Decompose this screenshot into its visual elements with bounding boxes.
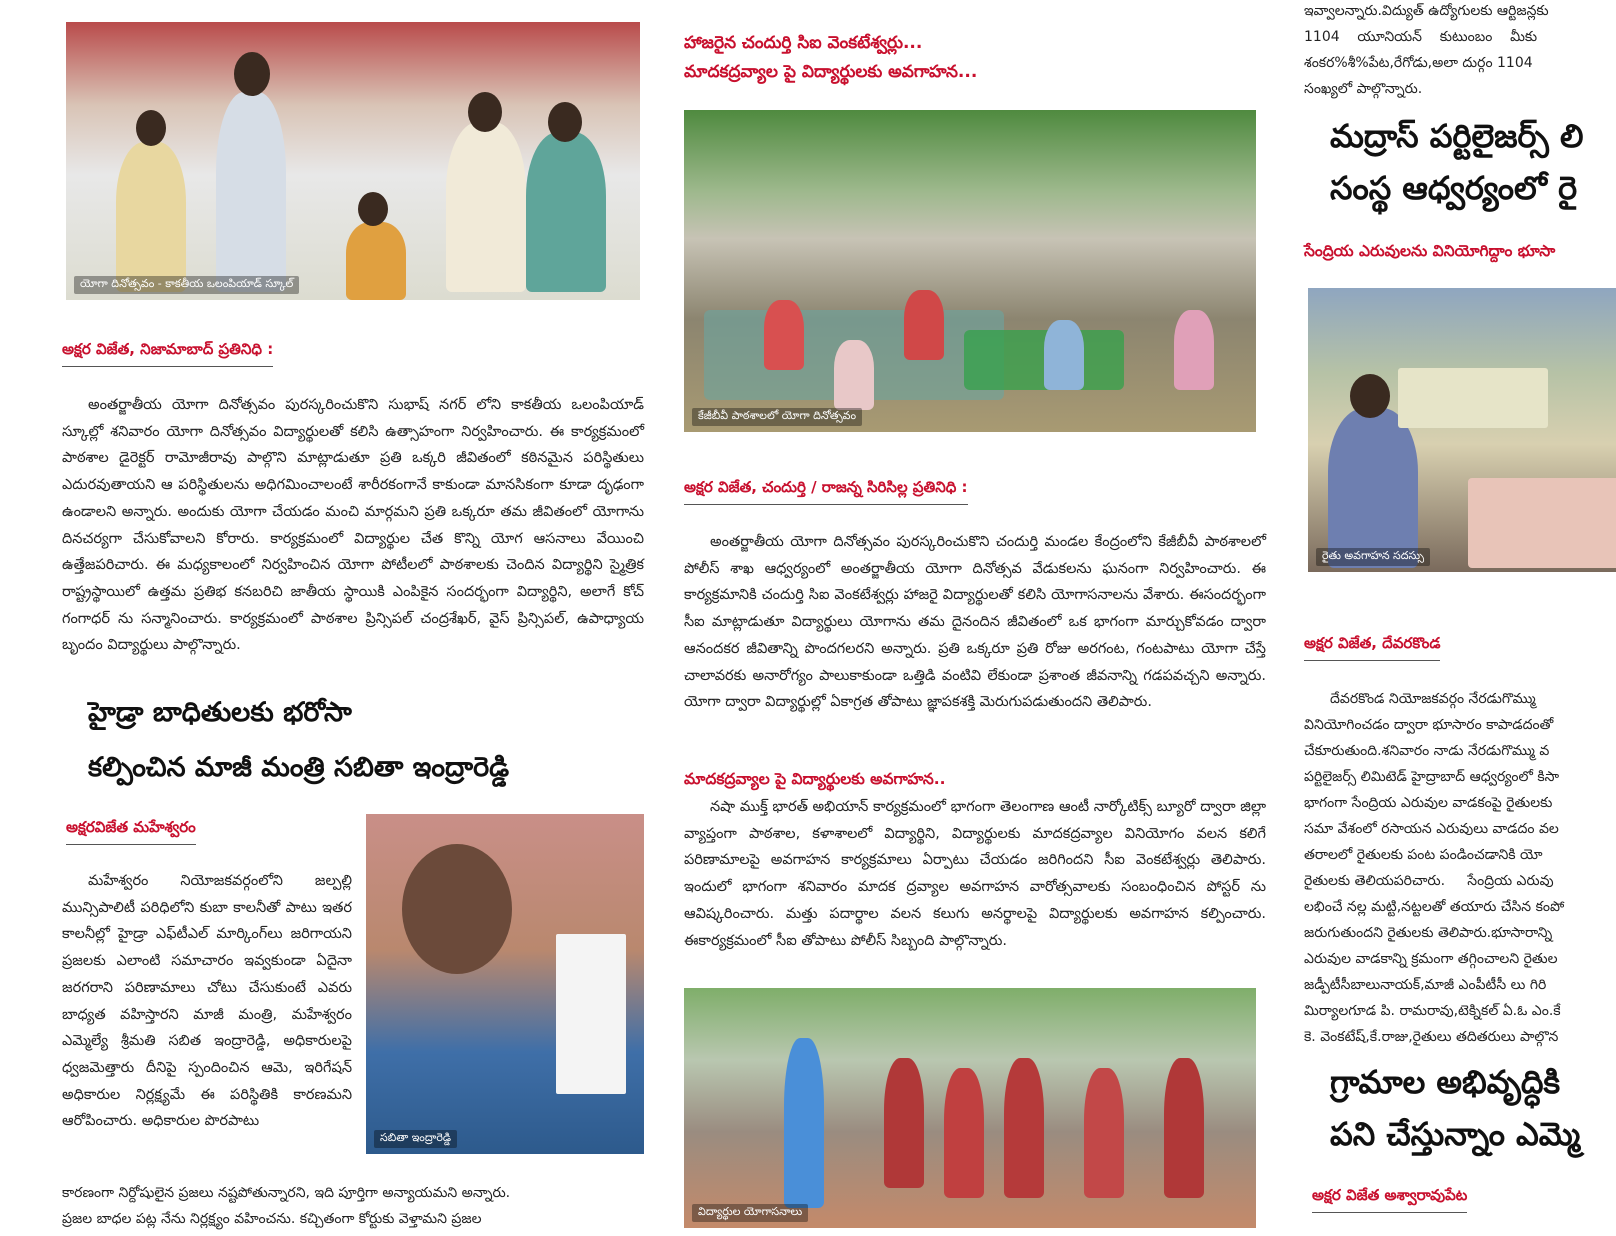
article-line: దేవరకొండ నియోజకవర్గం నేరడుగొమ్ము [1330, 691, 1536, 707]
kgbv-yoga-photo [684, 110, 1256, 432]
article-line: ఎరువుల వాడకాన్ని క్రమంగా తగ్గించాలని రైతుల [1304, 951, 1558, 967]
left-column [0, 0, 650, 1236]
students-yoga-photo [684, 988, 1256, 1228]
kicker-ci-attended: హాజరైన చందుర్తి సిఐ వెంకటేశ్వర్లు... [684, 33, 923, 53]
article-hydra-wide-line: కారణంగా నిర్దోషులైన ప్రజలు నష్టపోతున్నారని, ఇది పూర్తిగా అన్యాయమని అన్నారు. [62, 1185, 511, 1201]
byline-chandurthi: అక్షర విజేత, చందుర్తి / రాజన్న సిరిసిల్ల ప్రతినిధి : [684, 478, 968, 505]
headline-village-development-line1: గ్రామాల అభివృద్ధికి [1330, 1063, 1561, 1101]
article-body: నషా ముక్త్ భారత్ అభియాన్ కార్యక్రమంలో భాగంగా తెలంగాణ ఆంటీ నార్కోటిక్స్ బ్యూరో ద్వారా జిల్లా వ్యాప్తంగా పాఠశాల, కళాశాలలో విద్యార్థిని, విద్యార్థులకు మాదకద్రవ్యాల వినియోగం వలన కలిగే పరిణామాలపై అవగాహన కార్యక్రమాలు ఏర్పాటు చేయడం జరిగిందని సీఐ వెంకటేశ్వర్లు తెలిపారు. ఇందులో భాగంగా శనివారం మాదక ద్రవ్యాల అవగాహన వారోత్సవాలకు సంబంధించిన పోస్టర్ ను ఆవిష్కరించారు. మత్తు పదార్థాల వలన కలుగు అనర్థాలపై విద్యార్థులకు అవగాహన కల్పించారు. ఈకార్యక్రమంలో సీఐ తోపాటు పోలీస్ సిబ్బంది పాల్గొన్నారు. [684, 799, 1266, 949]
byline-devarakonda: అక్షర విజేత, దేవరకొండ [1304, 634, 1440, 661]
article-hydra-narrow [62, 868, 352, 1135]
photo-caption: కేజీబీవీ పాఠశాలలో యోగా దినోత్సవం [692, 408, 862, 426]
sabitha-photo [366, 814, 644, 1154]
article-yoga-chandurthi [684, 529, 1266, 716]
article-body: అంతర్జాతీయ యోగా దినోత్సవం పురస్కరించుకొని సుభాష్ నగర్ లోని కాకతీయ ఒలంపియాడ్ స్కూల్లో శనివారం యోగా దినోత్సవం విద్యార్థులతో కలిసి ఉత్సాహంగా నిర్వహించారు. ఈ కార్యక్రమంలో పాఠశాల డైరెక్టర్ రామోజీరావు పాల్గొని మాట్లాడుతూ ప్రతి ఒక్కరి జీవితంలో కఠినమైన పరిస్థితులు ఎదురవుతాయని ఆ పరిస్థితులను అధిగమించాలంటే శారీరకంగానే కాకుండా మానసికంగా కూడా దృఢంగా ఉండాలని అన్నారు. అందుకు యోగా చేయడం మంచి మార్గమని ప్రతి ఒక్కరూ తమ జీవితంలో యోగాను దినచర్యగా చేసుకోవాలని కోరారు. కార్యక్రమంలో విద్యార్థుల చేత కొన్ని యోగ ఆసనాలు వేయించి ఉత్తేజపరిచారు. ఈ మధ్యకాలంలో నిర్వహించిన యోగా పోటీలలో పాఠశాలకు చెందిన విద్యార్థిని స్మైత్రిక రాష్ట్రస్థాయిలో ఉత్తమ ప్రతిభ కనబరిచి జాతీయ స్థాయికి ఎంపికైన సందర్భంగా విద్యార్థిని, అలాగే కోచ్ గంగాధర్ ను సన్మానించారు. కార్యక్రమంలో పాఠశాల ప్రిన్సిపల్ చంద్రశేఖర్, వైస్ ప్రిన్సిపల్, ఉపాధ్యాయ బృందం విద్యార్థులు పాల్గొన్నారు. [62, 397, 644, 654]
article-line: తరాలలో రైతులకు పంట పండించడానికి యో [1304, 847, 1543, 863]
yoga-award-photo [66, 22, 640, 300]
photo-caption: సబితా ఇంద్రారెడ్డి [374, 1130, 457, 1148]
article-line: చేకూరుతుంది.శనివారం నాడు నేరడుగొమ్ము వ [1304, 743, 1550, 759]
article-line: జడ్పీటీసీబాలునాయక్,మాజీ ఎంపీటీసీ లు గిరి [1304, 977, 1547, 993]
photo-caption: రైతు అవగాహన సదస్సు [1316, 548, 1430, 566]
subhead-organic-fertilizers: సేంద్రియ ఎరువులను వినియోగిద్దాం భూసా [1304, 242, 1556, 260]
middle-column [664, 0, 1274, 1236]
article-drug-awareness [684, 794, 1266, 954]
right-column [1290, 0, 1616, 1236]
article-line: పర్టిలైజర్స్ లిమిటెడ్ హైద్రాబాద్ ఆధ్వర్యంలో కిసా [1304, 769, 1560, 785]
farmers-meeting-photo [1308, 288, 1616, 572]
kicker-drug-awareness: మాదకద్రవ్యాల పై విద్యార్థులకు అవగాహన... [684, 62, 978, 82]
photo-caption: విద్యార్థుల యోగాసనాలు [692, 1204, 808, 1222]
article-line: జరుగుతుందని రైతులకు తెలిపారు.భూసారాన్ని [1304, 925, 1553, 941]
continued-line: సంఖ్యలో పాల్గొన్నారు. [1304, 81, 1423, 97]
article-body: మహేశ్వరం నియోజకవర్గంలోని జల్పల్లి మున్సిపాలిటీ పరిధిలోని కుబా కాలనీతో పాటు ఇతర కాలనీల్లో హైడ్రా ఎఫ్‌టీఎల్ మార్కింగ్‌లు జరిగాయని ప్రజలకు ఎలాంటి సమాచారం ఇవ్వకుండా ఏదైనా జరగరాని పరిణామాలు చోటు చేసుకుంటే ఎవరు బాధ్యత వహిస్తారని మాజీ మంత్రి, మహేశ్వరం ఎమ్మెల్యే శ్రీమతి సబిత ఇంద్రారెడ్డి, అధికారులపై ధ్వజమెత్తారు దీనిపై స్పందించిన ఆమె, ఇరిగేషన్ అధికారుల నిర్లక్ష్యమే ఈ పరిస్థితికి కారణమని ఆరోపించారు. అధికారుల పొరపాటు [62, 873, 352, 1130]
article-line: సమా వేశంలో రసాయన ఎరువులు వాడదం వల [1304, 821, 1559, 837]
article-line: మిర్యాలగూడ పి. రామరావు,టెక్నికల్ ఏ.ఓ ఎం.కే [1304, 1003, 1561, 1019]
continued-line: 1104 యూనియన్ కుటుంబం మీకు [1304, 29, 1538, 45]
continued-line: ఇవ్వాలన్నారు.విద్యుత్ ఉద్యోగులకు ఆర్టిజన్లకు [1304, 3, 1549, 19]
article-line: భాగంగా సేంద్రియ ఎరువుల వాడకంపై రైతులకు [1304, 795, 1553, 811]
headline-hydra-line2: కల్పించిన మాజీ మంత్రి సబితా ఇంద్రారెడ్డి [88, 752, 510, 783]
headline-madras-fertilizers-line2: సంస్థ ఆధ్వర్యంలో రై [1330, 169, 1578, 207]
article-hydra-wide-line: ప్రజల బాధల పట్ల నేను నిర్లక్ష్యం వహించను. కచ్చితంగా కోర్టుకు వెళ్తామని ప్రజల [62, 1211, 482, 1227]
article-line: కె. వెంకటేష్,కే.రాజు,రైతులు తదితరులు పాల్గొన [1304, 1029, 1559, 1045]
article-line: లభించే నల్ల మట్టి,నట్టలతో తయారు చేసిన కంపో [1304, 899, 1565, 915]
headline-madras-fertilizers-line1: మద్రాస్ పర్టిలైజర్స్ లి [1330, 117, 1584, 155]
continued-line: శంకర%శీ%పేట,రేగోడు,అలా దుర్గం 1104 [1304, 55, 1533, 71]
article-line: రైతులకు తెలియపరిచారు. సేంద్రియ ఎరువు [1304, 873, 1554, 889]
headline-village-development-line2: పని చేస్తున్నాం ఎమ్మె [1330, 1115, 1581, 1153]
byline-maheshwaram: అక్షరవిజేత మహేశ్వరం [66, 818, 196, 845]
byline-nizamabad: అక్షర విజేత, నిజామాబాద్ ప్రతినిధి : [62, 340, 273, 367]
article-body: అంతర్జాతీయ యోగా దినోత్సవం పురస్కరించుకొని చందుర్తి మండల కేంద్రంలోని కేజీబీవీ పాఠశాలలో పోలీస్ శాఖ ఆధ్వర్యంలో అంతర్జాతీయ యోగా దినోత్సవ వేడుకలను ఘనంగా నిర్వహించారు. ఈ కార్యక్రమానికి చందుర్తి సిఐ వెంకటేశ్వర్లు హాజరై విద్యార్థులతో కలిసి యోగాసనాలను వేశారు. ఈసందర్భంగా సీఐ మాట్లాడుతూ విద్యార్థులు యోగాను తమ దైనందిన జీవితంలో ఒక భాగంగా మార్చుకోవడం ద్వారా ఆనందకర జీవితాన్ని పొందగలరని అన్నారు. ప్రతి ఒక్కరూ ప్రతి రోజు అరగంట, గంటపాటు యోగా చేస్తే చాలావరకు అనారోగ్యం పాలుకాకుండా ఒత్తిడి వంటివి లేకుండా ప్రశాంత జీవనాన్ని గడపవచ్చని అన్నారు. యోగా ద్వారా విద్యార్థుల్లో ఏకాగ్రత తోపాటు జ్ఞాపకశక్తి మెరుగుపడుతుందని తెలిపారు. [684, 534, 1266, 711]
article-yoga-nizamabad [62, 392, 644, 659]
photo-caption: యోగా దినోత్సవం - కాకతీయ ఒలంపియాడ్ స్కూల్ [74, 276, 299, 294]
subhead-drug-awareness: మాదకద్రవ్యాల పై విద్యార్థులకు అవగాహన.. [684, 770, 946, 788]
article-line: వినియోగించడం ద్వారా భూసారం కాపాడదంతో [1304, 717, 1554, 733]
byline-aswaraopeta: అక్షర విజేత అశ్వారావుపేట [1312, 1186, 1467, 1213]
headline-hydra-line1: హైడ్రా బాధితులకు భరోసా [88, 697, 352, 728]
